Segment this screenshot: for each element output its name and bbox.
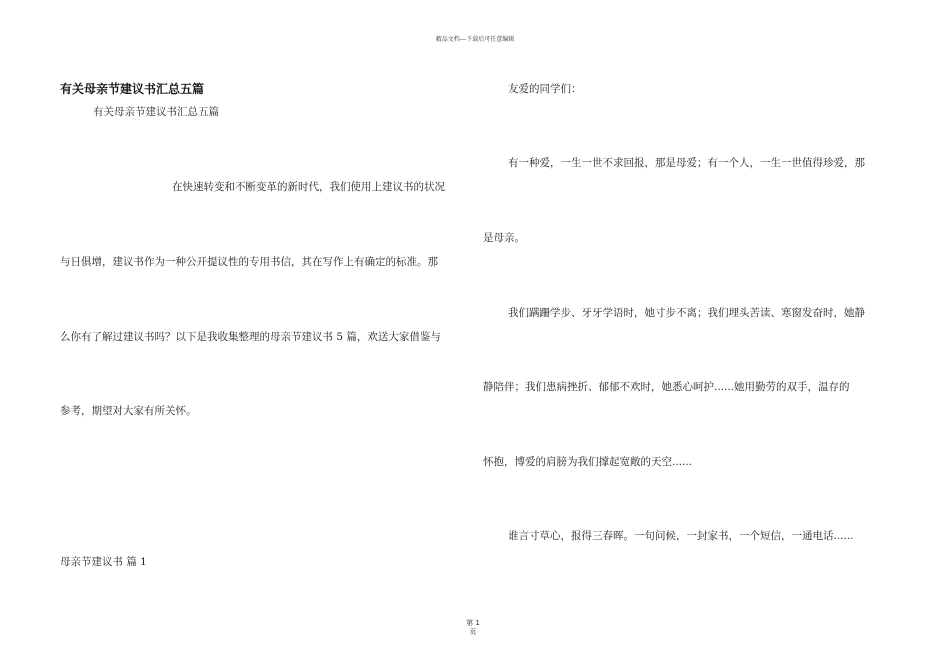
page-number: 第 1 页 xyxy=(466,619,480,636)
document-subtitle: 有关母亲节建议书汇总五篇 xyxy=(93,106,219,118)
body-line: 谁言寸草心，报得三春晖。一句问候，一封家书，一个短信，一通电话...... xyxy=(508,530,854,542)
body-line: 静陪伴；我们患病挫折、郁郁不欢时，她悉心呵护......她用勤劳的双手，温存的 xyxy=(483,381,850,393)
body-line: 怀抱，博爱的肩膀为我们撑起宽敞的天空...... xyxy=(483,456,693,468)
paragraph-line: 参考，期望对大家有所关怀。 xyxy=(60,405,197,417)
paragraph-line: 与日俱增，建议书作为一种公开提议性的专用书信，其在写作上有确定的标准。那 xyxy=(60,256,438,268)
paragraph-line: 么你有了解过建议书吗？以下是我收集整理的母亲节建议书 5 篇，欢送大家借鉴与 xyxy=(60,331,441,343)
page-header: 精品文档---下载后可任意编辑 xyxy=(435,36,515,43)
body-line: 我们蹒跚学步、牙牙学语时，她寸步不离；我们埋头苦读、寒窗发奋时，她静 xyxy=(508,307,865,319)
body-line: 有一种爱，一生一世不求回报，那是母爱；有一个人，一生一世值得珍爱，那 xyxy=(508,157,865,169)
greeting-line: 友爱的同学们： xyxy=(508,83,582,95)
section-heading: 母亲节建议书 篇 1 xyxy=(60,556,147,568)
paragraph-line: 在快速转变和不断变革的新时代，我们使用上建议书的状况 xyxy=(172,181,445,193)
body-line: 是母亲。 xyxy=(483,232,525,244)
document-title: 有关母亲节建议书汇总五篇 xyxy=(60,82,205,96)
